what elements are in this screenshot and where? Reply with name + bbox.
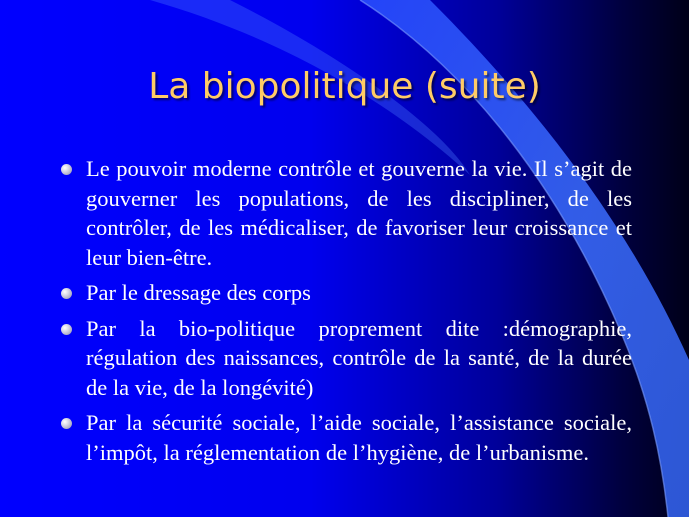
bullet-dot-icon bbox=[61, 324, 72, 335]
bullet-dot-icon bbox=[61, 418, 72, 429]
bullet-text: Le pouvoir moderne contrôle et gouverne la vie. Il s’agit de gouverner les populations, de les discipliner, de les contrôler, de les médicaliser, de favoriser leur croissance et leur bien-être. bbox=[86, 156, 632, 270]
bullet-item bbox=[58, 314, 632, 403]
bullet-item bbox=[58, 278, 632, 308]
bullet-text: Par la sécurité sociale, l’aide sociale, l’assistance sociale, l’impôt, la réglementation de l’hygiène, de l’urbanisme. bbox=[86, 410, 632, 465]
bullet-item bbox=[58, 154, 632, 272]
bullet-text: Par le dressage des corps bbox=[86, 280, 311, 305]
bullet-dot-icon bbox=[61, 164, 72, 175]
bullet-item bbox=[58, 408, 632, 467]
slide-title: La biopolitique (suite) bbox=[148, 66, 541, 107]
bullet-list bbox=[58, 154, 632, 473]
bullet-dot-icon bbox=[61, 288, 72, 299]
bullet-text: Par la bio-politique proprement dite :démographie, régulation des naissances, contrôle de la santé, de la durée de la vie, de la longévité) bbox=[86, 315, 632, 400]
